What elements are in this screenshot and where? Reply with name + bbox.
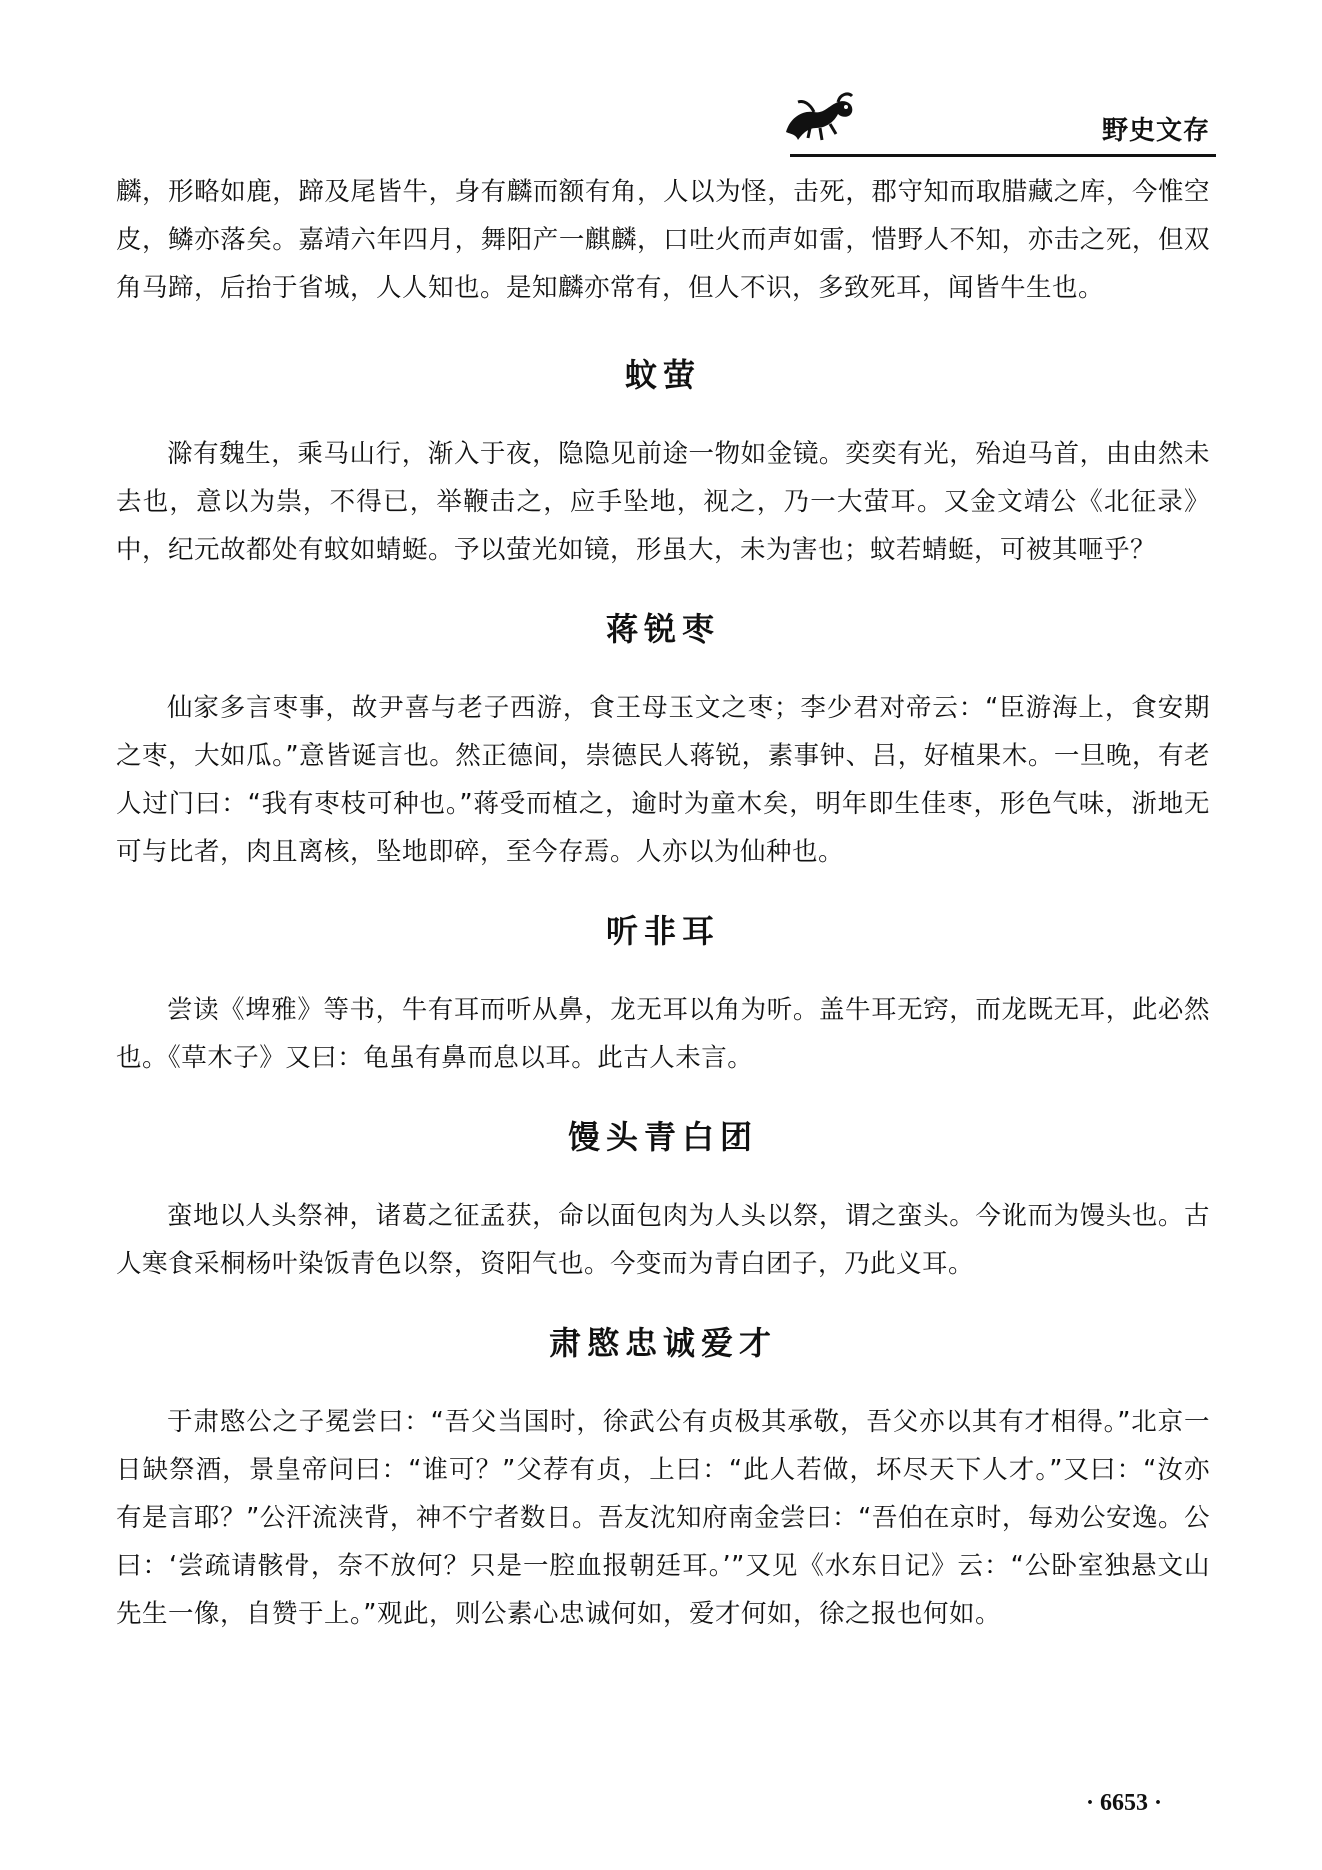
paragraph-jiang-rui-zao: 仙家多言枣事，故尹喜与老子西游，食王母玉文之枣；李少君对帝云：“臣游海上，食安期之枣，大如瓜。”意皆诞言也。然正德间，崇德民人蒋锐，素事钟、吕，好植果木。一旦晚，有老人过门曰：“我有枣枝可种也。”蒋受而植之，逾时为童木矣，明年即生佳枣，形色气味，浙地无可与比者，肉且离核，坠地即碎，至今存焉。人亦以为仙种也。 (116, 693, 1210, 867)
running-header (780, 78, 1210, 158)
paragraph-wen-ying: 滁有魏生，乘马山行，渐入于夜，隐隐见前途一物如金镜。奕奕有光，殆迫马首，由由然未去也，意以为祟，不得已，举鞭击之，应手坠地，视之，乃一大萤耳。又金文靖公《北征录》中，纪元故都处有蚊如蜻蜓。予以萤光如镜，形虽大，未为害也；蚊若蜻蜓，可被其咂乎？ (116, 439, 1210, 565)
section-title-jiang-rui-zao: 蒋锐枣 (605, 610, 720, 648)
section-title-su-min: 肃愍忠诚爱才 (548, 1324, 777, 1362)
page-content (116, 168, 1210, 1638)
page-number: · 6653 · (1085, 1790, 1162, 1816)
paragraph-mantou: 蛮地以人头祭神，诸葛之征孟获，命以面包肉为人头以祭，谓之蛮头。今讹而为馒头也。古人寒食采桐杨叶染饭青色以祭，资阳气也。今变而为青白团子，乃此义耳。 (116, 1201, 1210, 1279)
section-title-wen-ying: 蚊萤 (624, 356, 701, 394)
paragraph-continued: 麟，形略如鹿，蹄及尾皆牛，身有麟而额有角，人以为怪，击死，郡守知而取腊藏之库，今惟空皮，鳞亦落矣。嘉靖六年四月，舞阳产一麒麟，口吐火而声如雷，惜野人不知，亦击之死，但双角马蹄，后抬于省城，人人知也。是知麟亦常有，但人不识，多致死耳，闻皆牛生也。 (116, 177, 1210, 303)
section-title-mantou: 馒头青白团 (567, 1118, 758, 1156)
header-rule (790, 154, 1216, 157)
paragraph-su-min: 于肃愍公之子冕尝曰：“吾父当国时，徐武公有贞极其承敬，吾父亦以其有才相得。”北京一日缺祭酒，景皇帝问曰：“谁可？”父荐有贞，上曰：“此人若做，坏尽天下人才。”又曰：“汝亦有是言耶？”公汗流浃背，神不宁者数日。吾友沈知府南金尝曰：“吾伯在京时，每劝公安逸。公曰：‘尝疏请骸骨，奈不放何？只是一腔血报朝廷耳。’”又见《水东日记》云：“公卧室独悬文山先生一像，自赞于上。”观此，则公素心忠诚何如，爱才何如，徐之报也何如。 (116, 1407, 1210, 1629)
section-title-ting-fei-er: 听非耳 (605, 912, 720, 950)
paragraph-ting-fei-er: 尝读《埤雅》等书，牛有耳而听从鼻，龙无耳以角为听。盖牛耳无窍，而龙既无耳，此必然也。《草木子》又曰：龟虽有鼻而息以耳。此古人未言。 (116, 995, 1210, 1073)
running-header-title: 野史文存 (1101, 116, 1210, 146)
dragon-emblem-icon (780, 88, 860, 148)
